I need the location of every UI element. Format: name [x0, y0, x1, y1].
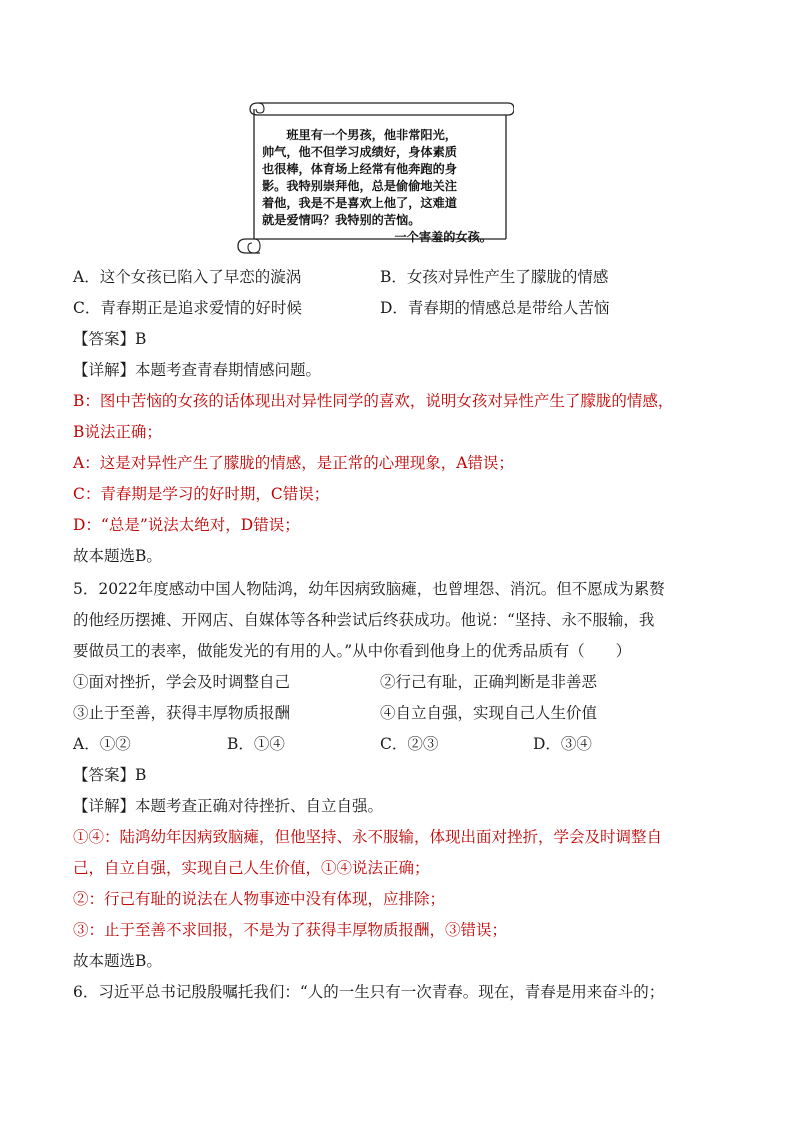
q5-statement-2: ②行己有耻，正确判断是非善恶	[380, 673, 598, 691]
q4-analysis-line: B说法正确；	[73, 423, 162, 441]
q5-option-b: B．①④	[227, 735, 285, 753]
q5-stem-line: 5．2022年度感动中国人物陆鸿，幼年因病致脑瘫，也曾埋怨、消沉。但不愿成为累赘	[73, 580, 665, 598]
q4-detail: 【详解】本题考查青春期情感问题。	[73, 361, 322, 379]
scroll-line: 影。我特别崇拜他，总是偷偷地关注	[262, 179, 457, 193]
q4-answer: 【答案】B	[73, 330, 147, 348]
scroll-illustration	[232, 97, 514, 257]
q4-option-c: C．青春期正是追求爱情的好时候	[73, 299, 302, 317]
q5-option-a: A．①②	[73, 735, 131, 753]
q5-analysis-line: ③：止于至善不求回报，不是为了获得丰厚物质报酬，③错误；	[73, 921, 508, 939]
q4-option-b: B．女孩对异性产生了朦胧的情感	[380, 268, 609, 286]
q5-conclusion: 故本题选B。	[73, 952, 162, 970]
q6-stem-line: 6．习近平总书记殷殷嘱托我们：“人的一生只有一次青春。现在，青春是用来奋斗的；	[73, 983, 665, 1001]
q5-analysis-line: ①④：陆鸿幼年因病致脑瘫，但他坚持、永不服输，体现出面对挫折，学会及时调整自	[73, 828, 663, 846]
q5-statement-3: ③止于至善，获得丰厚物质报酬	[73, 704, 291, 722]
q5-statement-4: ④自立自强，实现自己人生价值	[380, 704, 598, 722]
scroll-line: 帅气，他不但学习成绩好，身体素质	[262, 145, 457, 159]
q5-stem-line: 的他经历摆摊、开网店、自媒体等各种尝试后终获成功。他说：“坚持、永不服输，我	[73, 611, 655, 629]
q5-analysis-line: 己，自立自强，实现自己人生价值，①④说法正确；	[73, 859, 430, 877]
q4-analysis-line: C：青春期是学习的好时期，C错误；	[73, 485, 330, 503]
q5-option-c: C．②③	[380, 735, 439, 753]
q4-option-a: A．这个女孩已陷入了早恋的漩涡	[73, 268, 302, 286]
q5-stem-line: 要做员工的表率，做能发光的有用的人。”从中你看到他身上的优秀品质有（ ）	[73, 642, 632, 660]
scroll-line: 也很棒，体育场上经常有他奔跑的身	[262, 162, 457, 176]
q4-conclusion: 故本题选B。	[73, 547, 162, 565]
scroll-line: 着他，我是不是喜欢上他了，这难道	[262, 196, 457, 210]
q4-analysis-line: B：图中苦恼的女孩的话体现出对异性同学的喜欢，说明女孩对异性产生了朦胧的情感，	[73, 392, 674, 410]
q4-analysis-line: D：“总是”说法太绝对，D错误；	[73, 516, 300, 534]
q5-detail: 【详解】本题考查正确对待挫折、自立自强。	[73, 797, 384, 815]
scroll-line: 就是爱情吗？我特别的苦恼。	[262, 213, 421, 227]
q4-option-d: D．青春期的情感总是带给人苦恼	[380, 299, 610, 317]
q5-statement-1: ①面对挫折，学会及时调整自己	[73, 673, 291, 691]
scroll-line: 班里有一个男孩，他非常阳光，	[262, 128, 457, 142]
scroll-signature: 一个害羞的女孩。	[394, 230, 492, 244]
q5-option-d: D．③④	[533, 735, 592, 753]
q5-answer: 【答案】B	[73, 766, 147, 784]
q4-analysis-line: A：这是对异性产生了朦胧的情感，是正常的心理现象，A错误；	[73, 454, 514, 472]
q5-analysis-line: ②：行己有耻的说法在人物事迹中没有体现，应排除；	[73, 890, 446, 908]
scroll-text	[262, 127, 492, 246]
